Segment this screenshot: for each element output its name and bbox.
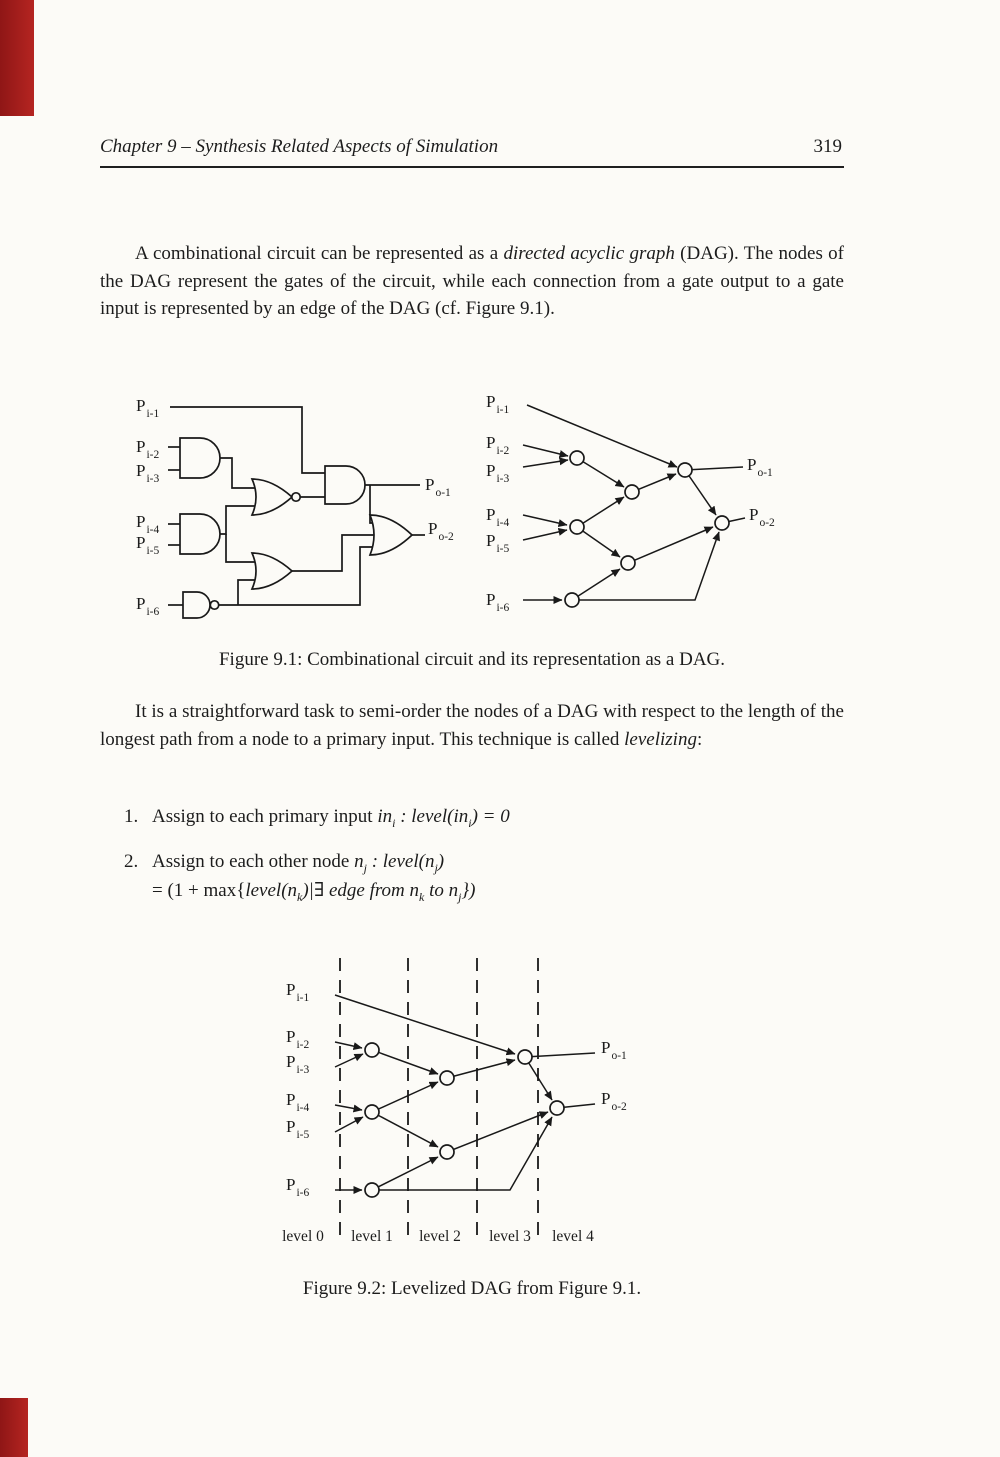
- chapter-title: Chapter 9 – Synthesis Related Aspects of Simulation: [100, 136, 499, 157]
- inverter-gate: [183, 592, 210, 618]
- paragraph-text: It is a straightforward task to semi-order the nodes of a DAG with respect to the length of the longest path from a node to a primary input. This technique is called: [100, 701, 844, 750]
- input-label-pi5: $P_{i-5}$: [286, 1117, 310, 1142]
- list-item-2-line-2: = ($1 + \max\{level(n_k)|\exists$ edge from $n_k$ to $n_j$}): [152, 880, 476, 904]
- dag-node: [365, 1183, 379, 1197]
- paragraph-text: (DAG). The nodes of the DAG represent the gates of the circuit, while each connection from a gate output to a gate input is represented by an edge of the DAG (cf. Figure 9.1).: [100, 243, 845, 319]
- paragraph-intro: [100, 240, 844, 323]
- dag-node: [570, 451, 584, 465]
- figure-9-2-caption: Figure 9.2: Levelized DAG from Figure 9.1.: [302, 1278, 642, 1299]
- dag-node: [440, 1071, 454, 1085]
- input-label-pi5: $P_{i-5}$: [486, 531, 510, 556]
- level-label-2: level 2: [419, 1228, 461, 1245]
- figure-9-1-caption: Figure 9.1: Combinational circuit and its representation as a DAG.: [218, 649, 726, 670]
- inverter-bubble: [210, 601, 218, 609]
- or-gate-1: [252, 553, 292, 589]
- term-dag-italic: directed acyclic graph: [503, 243, 675, 264]
- binding-strip-top: [0, 0, 34, 116]
- dag-node: [550, 1101, 564, 1115]
- figure-9-1-diagram: [95, 382, 855, 642]
- dag-nodes: [365, 1043, 564, 1197]
- input-label-pi3: $P_{i-3}$: [136, 461, 160, 486]
- dag-node: [565, 593, 579, 607]
- input-label-pi5: $P_{i-5}$: [136, 533, 160, 558]
- input-label-pi2: $P_{i-2}$: [486, 433, 510, 458]
- level-separators: [340, 958, 538, 1240]
- input-label-pi4: $P_{i-4}$: [486, 505, 510, 530]
- and-gate-2: [180, 514, 220, 554]
- nor-gate: [252, 479, 292, 515]
- circuit-gates: [180, 438, 412, 618]
- dag-node: [440, 1145, 454, 1159]
- paragraph-levelizing: [100, 698, 844, 753]
- dag-node: [625, 485, 639, 499]
- dag-node: [518, 1050, 532, 1064]
- input-label-pi6: $P_{i-6}$: [136, 594, 160, 619]
- level-label-1: level 1: [351, 1228, 393, 1245]
- dag-nodes: [565, 451, 729, 607]
- figure-9-2-diagram: [255, 950, 695, 1250]
- input-label-pi6: $P_{i-6}$: [486, 590, 510, 615]
- binding-strip-bottom: [0, 1398, 28, 1457]
- paragraph-text: :: [696, 728, 703, 750]
- output-label-po2: $P_{o-2}$: [428, 519, 454, 544]
- and-gate-1: [180, 438, 220, 478]
- circuit-wires: [168, 407, 425, 605]
- input-label-pi4: $P_{i-4}$: [286, 1090, 310, 1115]
- dag-node: [365, 1043, 379, 1057]
- input-label-pi1: $P_{i-1}$: [286, 980, 310, 1005]
- level-label-0: level 0: [282, 1228, 324, 1245]
- output-label-po1: $P_{o-1}$: [425, 475, 451, 500]
- list-item-2-line-1: Assign to each other node $n_j$ : $level(n_j)$: [152, 851, 445, 875]
- nor-bubble: [292, 493, 300, 501]
- list-item-2-number: 2.: [124, 851, 139, 872]
- page-number: 319: [813, 136, 842, 157]
- level-label-3: level 3: [489, 1228, 531, 1245]
- input-label-pi1: $P_{i-1}$: [486, 392, 510, 417]
- dag-node: [365, 1105, 379, 1119]
- output-label-po2: $P_{o-2}$: [601, 1089, 627, 1114]
- page-header: [100, 136, 844, 168]
- or-gate-2: [370, 515, 412, 555]
- input-label-pi6: $P_{i-6}$: [286, 1175, 310, 1200]
- dag-node: [715, 516, 729, 530]
- list-item-1-number: 1.: [124, 806, 139, 827]
- input-label-pi3: $P_{i-3}$: [486, 461, 510, 486]
- input-label-pi4: $P_{i-4}$: [136, 512, 160, 537]
- input-label-pi1: $P_{i-1}$: [136, 396, 160, 421]
- dag-edges: [523, 405, 745, 600]
- term-levelizing-italic: levelizing: [624, 728, 697, 750]
- and-gate-3: [325, 466, 365, 504]
- paragraph-text: A combinational circuit can be represented as a: [135, 243, 504, 264]
- input-label-pi3: $P_{i-3}$: [286, 1052, 310, 1077]
- list-item-1: Assign to each primary input $in_i$ : $level(in_i) = 0$: [152, 806, 510, 830]
- input-label-pi2: $P_{i-2}$: [286, 1027, 310, 1052]
- output-label-po1: $P_{o-1}$: [747, 455, 773, 480]
- dag-node: [621, 556, 635, 570]
- dag-edges: [335, 995, 595, 1190]
- dag-node: [570, 520, 584, 534]
- output-label-po2: $P_{o-2}$: [749, 505, 775, 530]
- level-label-4: level 4: [552, 1228, 594, 1245]
- input-label-pi2: $P_{i-2}$: [136, 437, 160, 462]
- dag-node: [678, 463, 692, 477]
- output-label-po1: $P_{o-1}$: [601, 1038, 627, 1063]
